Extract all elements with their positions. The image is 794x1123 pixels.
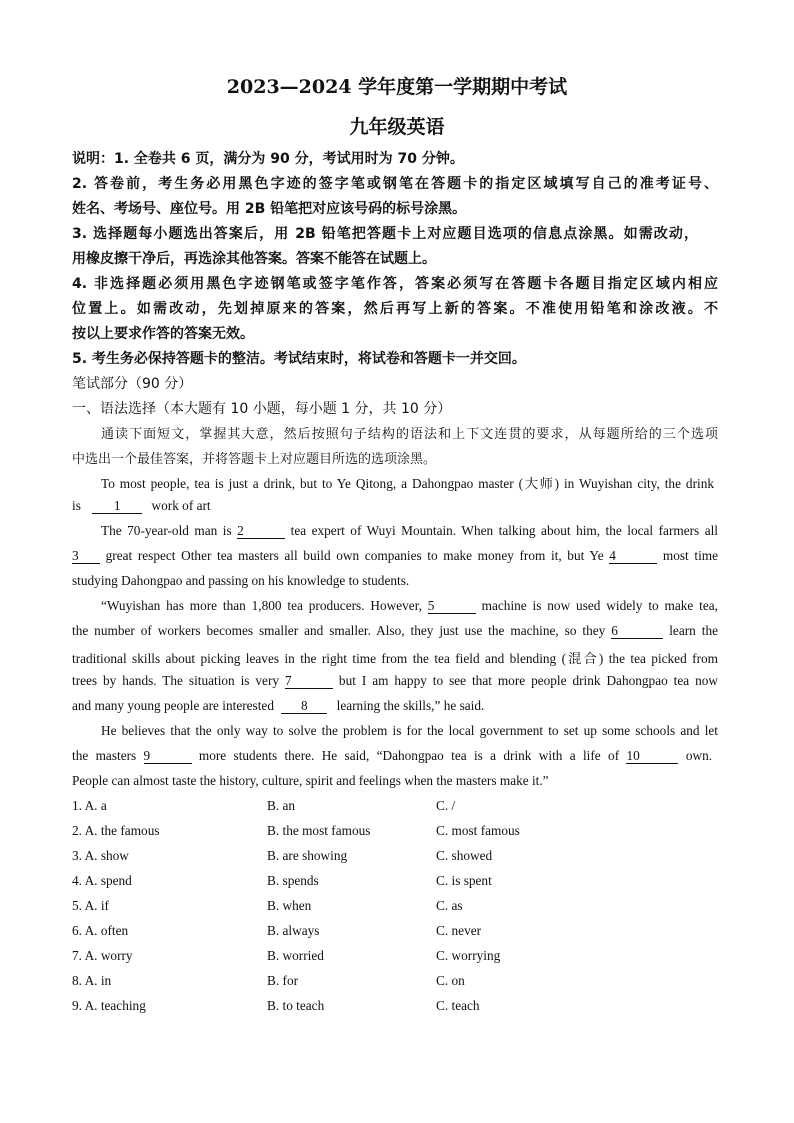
- passage-line: [72, 748, 712, 764]
- option-c: C. is spent: [436, 873, 492, 888]
- option-b: B. always: [267, 923, 320, 938]
- option-b: B. for: [267, 973, 299, 988]
- option-c: C. as: [436, 898, 463, 913]
- instruction-4c: 按以上要求作答的答案无效。: [72, 326, 254, 342]
- option-c: C. never: [436, 923, 482, 938]
- passage-text: is: [72, 498, 81, 513]
- passage-text: tea expert of Wuyi Mountain. When talking about him, the local farmers all: [290, 523, 718, 538]
- passage-text: but I am happy to see that more people drink Dahongpao tea now: [338, 673, 719, 688]
- passage-line: He believes that the only way to solve the problem is for the local government to set up some schools and let: [101, 723, 718, 738]
- passage-text: the number of workers becomes smaller and smaller. Also, they just use the machine, so they: [72, 623, 606, 638]
- passage-line: [72, 548, 718, 564]
- passage-text: great respect Other tea masters all build own companies to make money from it, but Ye: [105, 548, 604, 563]
- option-b: B. to teach: [267, 998, 325, 1013]
- passage-text: The 70-year-old man is: [101, 523, 232, 538]
- passage-line: [101, 523, 718, 539]
- passage-line: [72, 698, 718, 714]
- option-c: C. showed: [436, 848, 493, 863]
- written-section-heading: 笔试部分（90 分）: [72, 376, 193, 392]
- instruction-4b: 位置上。如需改动，先划掉原来的答案，然后再写上新的答案。不准使用铅笔和涂改液。不: [72, 301, 718, 317]
- blank-8: 8: [281, 699, 327, 714]
- instruction-4a: 4. 非选择题必须用黑色字迹钢笔或签字笔作答，答案必须写在答题卡各题目指定区域内相应: [72, 276, 718, 292]
- passage-text: more students there. He said, “Dahongpao tea is a drink with a life of: [198, 748, 620, 763]
- instruction-1: 说明：1. 全卷共 6 页，满分为 90 分，考试用时为 70 分钟。: [72, 151, 464, 167]
- passage-text: learning the skills,” he said.: [336, 698, 485, 713]
- instruction-2b: 姓名、考场号、座位号。用 2B 铅笔把对应该号码的标号涂黑。: [72, 201, 467, 217]
- option-a: 8. A. in: [72, 973, 112, 988]
- directions-line-2: 中选出一个最佳答案，并将答题卡上对应题目所选的选项涂黑。: [72, 452, 437, 467]
- exam-title: 2023—2024 学年度第一学期期中考试: [226, 76, 568, 98]
- option-a: 6. A. often: [72, 923, 129, 938]
- option-c: C. most famous: [436, 823, 520, 838]
- option-a: 1. A. a: [72, 798, 107, 813]
- blank-6: 6: [611, 624, 663, 639]
- option-a: 9. A. teaching: [72, 998, 146, 1013]
- passage-text: work of art: [151, 498, 211, 513]
- passage-line: [72, 498, 718, 514]
- option-c: C. teach: [436, 998, 480, 1013]
- option-a: 4. A. spend: [72, 873, 132, 888]
- passage-line: People can almost taste the history, culture, spirit and feelings when the masters make it.”: [72, 773, 549, 788]
- instruction-2a: 2. 答卷前，考生务必用黑色字迹的签字笔或钢笔在答题卡的指定区域填写自己的准考证号、: [72, 176, 718, 192]
- section-one-heading: 一、语法选择（本大题有 10 小题，每小题 1 分，共 10 分）: [72, 401, 452, 417]
- blank-2: 2: [237, 524, 285, 539]
- option-b: B. an: [267, 798, 296, 813]
- blank-4: 4: [609, 549, 657, 564]
- passage-text: the masters: [72, 748, 137, 763]
- passage-line: [72, 673, 718, 689]
- instruction-3b: 用橡皮擦干净后，再选涂其他答案。答案不能答在试题上。: [72, 251, 436, 267]
- option-a: 2. A. the famous: [72, 823, 160, 838]
- passage-text: most time: [662, 548, 719, 563]
- passage-text: learn the: [669, 623, 718, 638]
- option-c: C. worrying: [436, 948, 501, 963]
- passage-line: [72, 623, 718, 639]
- option-b: B. worried: [267, 948, 324, 963]
- option-b: B. are showing: [267, 848, 348, 863]
- option-a: 7. A. worry: [72, 948, 133, 963]
- instruction-5: 5. 考生务必保持答题卡的整洁。考试结束时，将试卷和答题卡一并交回。: [72, 351, 526, 367]
- option-b: B. the most famous: [267, 823, 371, 838]
- instruction-3a: 3. 选择题每小题选出答案后，用 2B 铅笔把答题卡上对应题目选项的信息点涂黑。如需改动，: [72, 226, 698, 242]
- option-a: 3. A. show: [72, 848, 129, 863]
- passage-text: “Wuyishan has more than 1,800 tea producers. However,: [101, 598, 422, 613]
- passage-line: traditional skills about picking leaves in the right time from the tea field and blending (混合) the tea picked from: [72, 651, 718, 666]
- option-b: B. spends: [267, 873, 319, 888]
- directions-line-1: 通读下面短文，掌握其大意，然后按照句子结构的语法和上下文连贯的要求，从每题所给的三个选项: [101, 427, 718, 442]
- blank-9: 9: [144, 749, 192, 764]
- passage-text: and many young people are interested: [72, 698, 274, 713]
- passage-line: To most people, tea is just a drink, but to Ye Qitong, a Dahongpao master (大师) in Wuyishan city, the drink: [101, 476, 714, 491]
- passage-text: machine is now used widely to make tea,: [481, 598, 718, 613]
- blank-7: 7: [285, 674, 333, 689]
- blank-3: 3: [72, 549, 100, 564]
- passage-text: trees by hands. The situation is very: [72, 673, 280, 688]
- option-c: C. /: [436, 798, 456, 813]
- passage-text: own.: [685, 748, 713, 763]
- blank-1: 1: [92, 499, 142, 514]
- passage-line: studying Dahongpao and passing on his knowledge to students.: [72, 573, 410, 588]
- option-c: C. on: [436, 973, 465, 988]
- blank-10: 10: [626, 749, 678, 764]
- blank-5: 5: [428, 599, 476, 614]
- option-b: B. when: [267, 898, 312, 913]
- option-a: 5. A. if: [72, 898, 109, 913]
- passage-line: [101, 598, 718, 614]
- exam-subtitle: 九年级英语: [349, 116, 445, 138]
